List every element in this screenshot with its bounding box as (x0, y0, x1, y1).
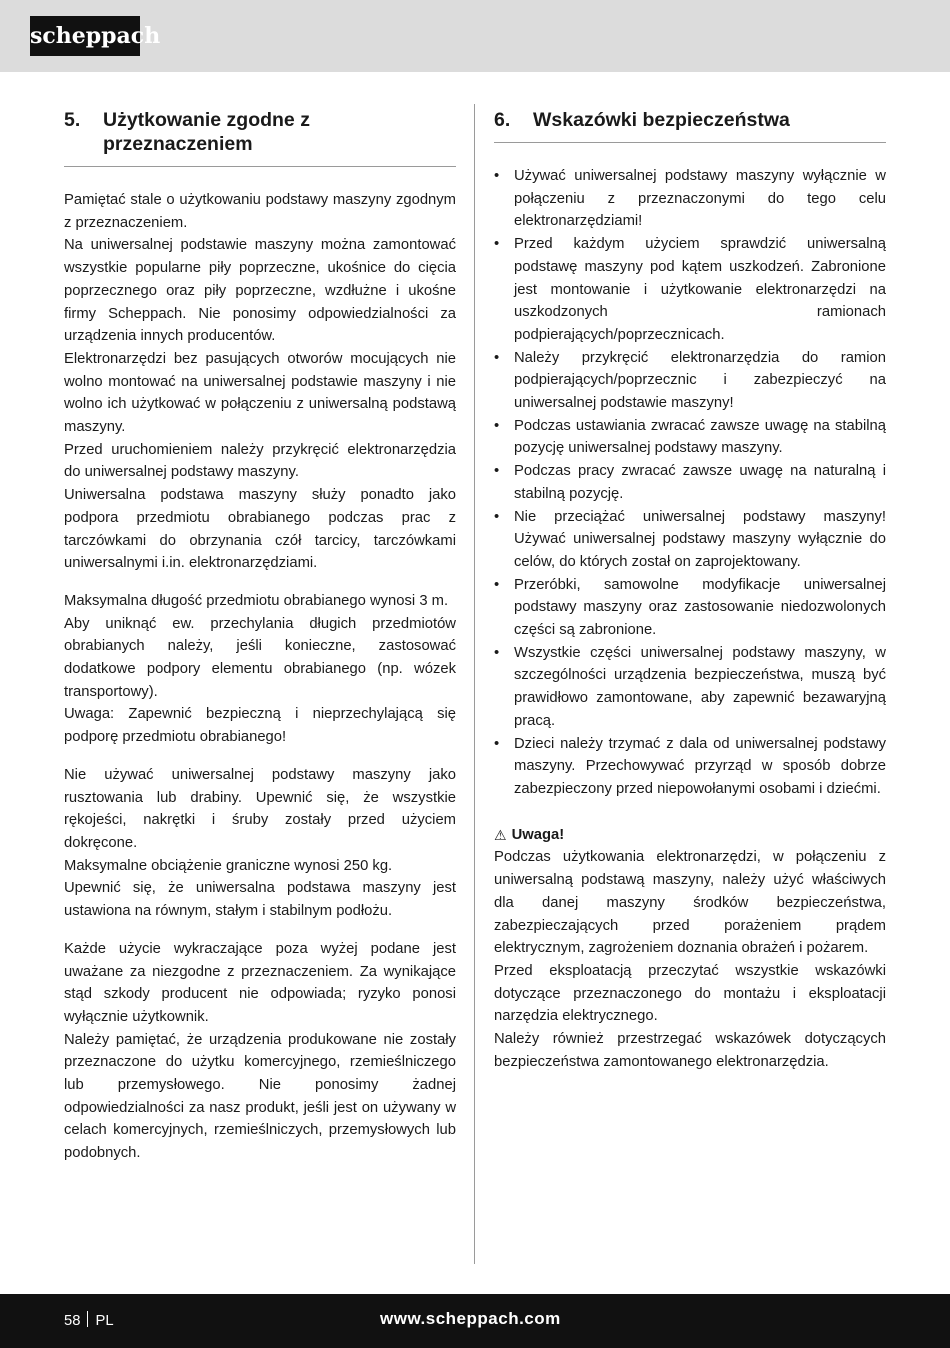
section-heading (64, 108, 456, 167)
paragraph: Pamiętać stale o użytkowaniu podstawy maszyny zgodnym z przeznaczeniem. (64, 192, 456, 231)
section-number: 6. (494, 109, 511, 131)
paragraph: Aby uniknąć ew. przechylania długich przedmiotów obrabianych należy, jeśli konieczne, zastosować dodatkowe podpory elementu obrabianego (np. wózek transportowy). (64, 615, 456, 700)
list-item: • Podczas pracy zwracać zawsze uwagę na naturalną i stabilną pozycję. (494, 460, 886, 505)
paragraph: Elektronarzędzi bez pasujących otworów mocujących nie wolno montować na uniwersalnej podstawie maszyny i nie wolno ich użytkować w połączeniu z uniwersalną podstawą maszyny. (64, 350, 456, 436)
paragraph: Upewnić się, że uniwersalna podstawa maszyny jest ustawiona na równym, stałym i stabilnym podłożu. (64, 880, 456, 920)
column-divider (474, 104, 475, 1264)
paragraph: Uniwersalna podstawa maszyny służy ponadto jako podpora przedmiotu obrabianego podczas prac z tarczówkami do obrzynania czół tarcicy, tarczówkami uniwersalnymi i.in. elektronarzędziami. (64, 487, 456, 572)
list-item: • Nie przeciążać uniwersalnej podstawy maszyny! Używać uniwersalnej podstawy maszyny wyłącznie do celów, do których został on zaprojektowany. (494, 506, 886, 574)
paragraph: Przed uruchomieniem należy przykręcić elektronarzędzia do uniwersalnej podstawy maszyny. (64, 441, 456, 481)
section-title: Wskazówki bezpieczeństwa (533, 109, 790, 131)
section-number: 5. (64, 109, 81, 131)
paragraph: Należy pamiętać, że urządzenia produkowane nie zostały przeznaczone do użytku komercyjnego, rzemieślniczego lub przemysłowego. Nie ponosimy żadnej odpowiedzialności za nasz produkt, jeśli jest on używany w celach komercyjnych, rzemieślniczych, przemysłowych lub podobnych. (64, 1031, 456, 1162)
paragraph: Maksymalne obciążenie graniczne wynosi 250 kg. (64, 857, 393, 874)
paragraph: Nie używać uniwersalnej podstawy maszyny jako rusztowania lub drabiny. Upewnić się, że wszystkie rękojeści, nakrętki i śruby zostały przed użyciem dokręcone. (64, 766, 456, 851)
paragraph: Przed eksploatacją przeczytać wszystkie wskazówki dotyczące przeznaczonego do montażu i eksploatacji narzędzia elektrycznego. (494, 962, 886, 1025)
list-item: • Używać uniwersalnej podstawy maszyny wyłącznie w połączeniu z przeznaczonymi do tego celu elektronarzędziami! (494, 165, 886, 233)
section-title: Użytkowanie zgodne z przeznaczeniem (103, 109, 310, 155)
list-item: • Podczas ustawiania zwracać zawsze uwagę na stabilną pozycję uniwersalnej podstawy maszyny. (494, 415, 886, 460)
warning-icon: ⚠ (494, 826, 507, 843)
safety-list (494, 165, 886, 801)
paragraph: Maksymalna długość przedmiotu obrabianego wynosi 3 m. (64, 592, 449, 609)
language-code: PL (95, 1313, 114, 1329)
list-item: • Przed każdym użyciem sprawdzić uniwersalną podstawę maszyny pod kątem uszkodzeń. Zabronione jest montowanie i użytkowanie elektronarzędzi na uszkodzonych ramionach podpierających/poprzecznicach. (494, 233, 886, 347)
paragraph: Należy również przestrzegać wskazówek dotyczących bezpieczeństwa zamontowanego elektronarzędzia. (494, 1031, 886, 1070)
header-bar (0, 0, 950, 72)
paragraph: Na uniwersalnej podstawie maszyny można zamontować wszystkie popularne piły poprzeczne, ukośnice do cięcia poprzecznego oraz piły poprzeczne, wzdłużne i ukośne firmy Scheppach. Nie ponosimy odpowiedzialności za urządzenia innych producentów. (64, 237, 456, 345)
page-number: 58 (64, 1313, 81, 1329)
page-indicator (64, 1310, 114, 1332)
warning-heading (494, 824, 886, 847)
scheppach-logo: scheppach (30, 16, 140, 56)
list-item: • Przeróbki, samowolne modyfikacje uniwersalnej podstawy maszyny oraz zastosowanie niedozwolonych części są zabronione. (494, 574, 886, 642)
list-item: • Dzieci należy trzymać z dala od uniwersalnej podstawy maszyny. Przechowywać przyrząd w sposób dobrze zabezpieczony przed niepowołanymi osobami i dziećmi. (494, 733, 886, 801)
paragraph: Podczas użytkowania elektronarzędzi, w połączeniu z uniwersalną podstawą maszyny, należy użyć właściwych dla danej maszyny środków bezpieczeństwa, zabezpieczających przed porażeniem prądem elektrycznym, zagrożeniem doznania obrażeń i pożarem. (494, 849, 886, 957)
section-intended-use (64, 108, 456, 1165)
list-item: • Należy przykręcić elektronarzędzia do ramion podpierających/poprzecznic i zabezpieczyć na uniwersalnej podstawie maszyny! (494, 347, 886, 415)
section-safety (494, 108, 886, 1073)
footer-bar (0, 1294, 950, 1348)
paragraph: Uwaga: Zapewnić bezpieczną i nieprzechylającą się podporę przedmiotu obrabianego! (64, 706, 456, 746)
paragraph: Każde użycie wykraczające poza wyżej podane jest uważane za niezgodne z przeznaczeniem. Za wynikające stąd szkody producent nie odpowiada; ryzyko ponosi wyłącznie użytkownik. (64, 940, 456, 1025)
section-heading (494, 108, 886, 143)
warning-title: Uwaga! (511, 826, 565, 843)
list-item: • Wszystkie części uniwersalnej podstawy maszyny, w szczególności urządzenia bezpieczeństwa, muszą być prawidłowo zamontowane, aby zapewnić bezawaryjną pracą. (494, 642, 886, 733)
website-url: www.scheppach.com (380, 1309, 561, 1328)
